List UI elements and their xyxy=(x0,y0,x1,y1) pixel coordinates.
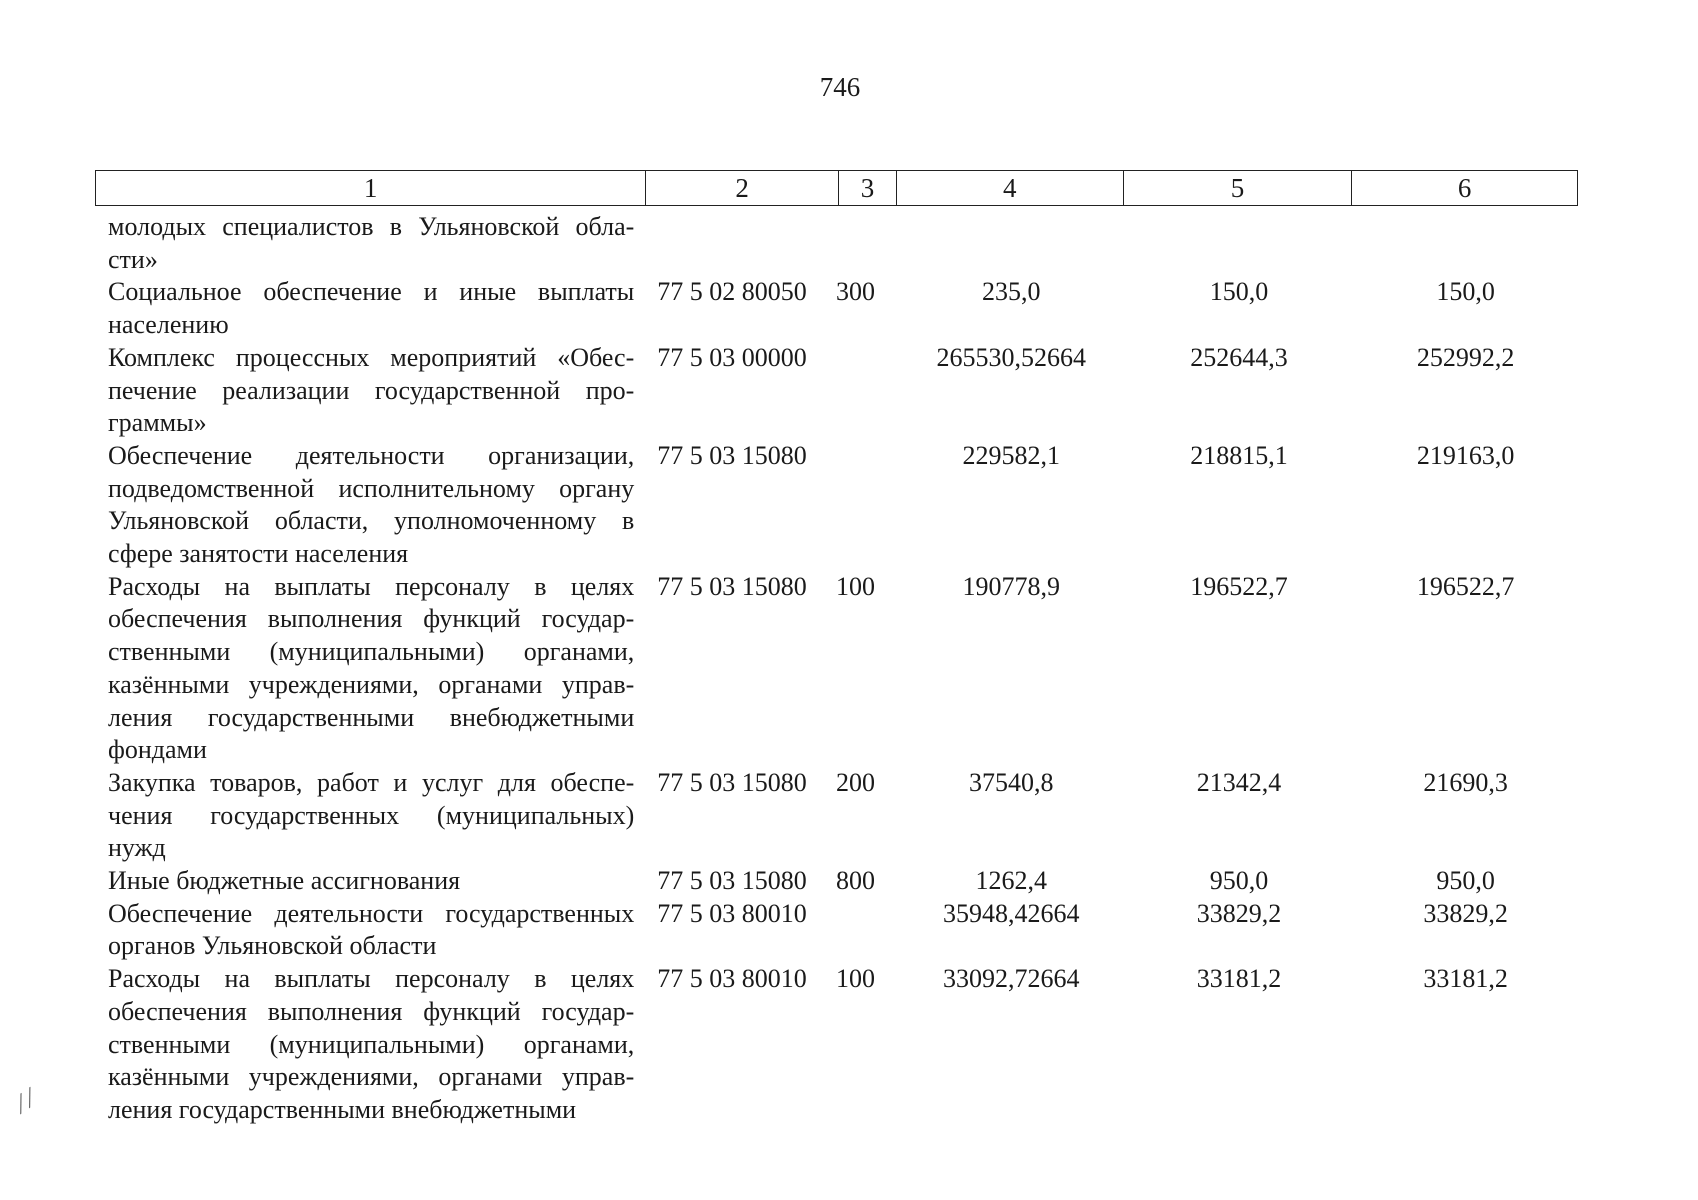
row-value-col5: 196522,7 xyxy=(1190,571,1288,601)
description-line: Иные бюджетные ассигнования xyxy=(108,866,461,896)
row-description xyxy=(95,963,634,1127)
row-expense-type xyxy=(830,898,898,963)
row-description xyxy=(95,211,634,276)
description-line: Расходы на выплаты персоналу в целях xyxy=(108,964,635,994)
table-row xyxy=(95,963,1578,1127)
row-expense-type xyxy=(830,342,898,440)
description-line: казёнными учреждениями, органами управ- xyxy=(108,1062,635,1092)
header-cell-2: 2 xyxy=(646,171,839,205)
description-line: печение реализации государственной про- xyxy=(108,375,635,405)
row-expense-type xyxy=(830,211,898,276)
description-line: сти» xyxy=(108,244,158,274)
description-line: ственными (муниципальными) органами, xyxy=(108,1029,635,1059)
row-description xyxy=(95,571,634,767)
row-value-col4: 229582,1 xyxy=(962,440,1061,470)
table-row xyxy=(95,211,1578,276)
row-value-col4: 190778,9 xyxy=(962,571,1061,601)
description-line: ственными (муниципальными) органами, xyxy=(108,637,635,667)
row-value-col4 xyxy=(898,211,1125,276)
row-expense-type xyxy=(830,440,898,571)
description-line: сфере занятости населения xyxy=(108,539,409,569)
row-code: 77 5 03 15080 xyxy=(657,767,807,797)
description-line: обеспечения выполнения функций государ- xyxy=(108,604,635,634)
table-row xyxy=(95,571,1578,767)
row-value-col6: 252992,2 xyxy=(1416,342,1515,372)
table-header xyxy=(95,170,1578,206)
table-row xyxy=(95,342,1578,440)
table-body xyxy=(95,211,1578,1127)
row-value-col5: 33829,2 xyxy=(1196,898,1282,928)
description-line: Ульяновской области, уполномоченному в xyxy=(108,506,635,536)
description-line: ления государственными внебюджетными xyxy=(108,1094,577,1124)
row-value-col4: 265530,52664 xyxy=(936,342,1087,372)
description-line: Обеспечение деятельности организации, xyxy=(108,440,635,470)
row-value-col6: 219163,0 xyxy=(1416,440,1515,470)
row-code: 77 5 03 80010 xyxy=(657,898,807,928)
description-line: Социальное обеспечение и иные выплаты xyxy=(108,277,635,307)
row-description xyxy=(95,342,634,440)
row-value-col6 xyxy=(1353,211,1578,276)
row-expense-type: 800 xyxy=(836,866,876,896)
row-value-col4: 33092,72664 xyxy=(943,964,1080,994)
row-value-col6: 150,0 xyxy=(1436,277,1495,307)
description-line: молодых специалистов в Ульяновской обла- xyxy=(108,212,635,241)
row-code: 77 5 03 80010 xyxy=(657,964,807,994)
row-value-col6: 33181,2 xyxy=(1423,964,1508,994)
row-code xyxy=(634,211,830,276)
row-expense-type: 300 xyxy=(836,277,876,307)
row-value-col5: 33181,2 xyxy=(1196,964,1282,994)
row-value-col4: 1262,4 xyxy=(975,866,1048,896)
row-value-col5 xyxy=(1125,211,1354,276)
table-row xyxy=(95,865,1578,898)
table-row xyxy=(95,767,1578,865)
row-value-col4: 35948,42664 xyxy=(943,898,1080,928)
description-line: казёнными учреждениями, органами управ- xyxy=(108,669,635,699)
row-expense-type: 100 xyxy=(836,964,876,994)
description-line: Закупка товаров, работ и услуг для обеспе- xyxy=(108,767,635,797)
row-description xyxy=(95,865,634,898)
description-line: Комплекс процессных мероприятий «Обес- xyxy=(108,342,635,372)
description-line: органов Ульяновской области xyxy=(108,931,437,961)
description-line: чения государственных (муниципальных) xyxy=(108,800,635,830)
row-code: 77 5 03 15080 xyxy=(657,866,807,896)
row-expense-type: 100 xyxy=(836,571,876,601)
row-value-col5: 150,0 xyxy=(1209,277,1269,307)
row-value-col5: 21342,4 xyxy=(1196,767,1282,797)
row-value-col6: 21690,3 xyxy=(1423,767,1508,797)
header-cell-4: 4 xyxy=(897,171,1124,205)
description-line: ления государственными внебюджетными xyxy=(108,702,635,732)
description-line: подведомственной исполнительному органу xyxy=(108,473,635,503)
table-row xyxy=(95,898,1578,963)
description-line: населению xyxy=(108,310,229,340)
row-expense-type: 200 xyxy=(836,767,876,797)
description-line: Обеспечение деятельности государственных xyxy=(108,898,635,928)
row-value-col4: 37540,8 xyxy=(969,767,1054,797)
table-row xyxy=(95,440,1578,571)
row-description xyxy=(95,440,634,571)
description-line: нужд xyxy=(108,833,166,863)
margin-marks: ⁄ ⁄ xyxy=(10,1084,40,1117)
page-number: 746 xyxy=(819,72,861,102)
header-cell-5: 5 xyxy=(1124,171,1353,205)
row-description xyxy=(95,767,634,865)
row-value-col5: 218815,1 xyxy=(1190,440,1288,470)
header-cell-1: 1 xyxy=(96,171,646,205)
row-description xyxy=(95,276,634,341)
row-value-col5: 950,0 xyxy=(1209,866,1269,896)
row-code: 77 5 03 15080 xyxy=(657,440,807,470)
row-code: 77 5 02 80050 xyxy=(657,277,807,307)
description-line: обеспечения выполнения функций государ- xyxy=(108,996,635,1026)
row-value-col5: 252644,3 xyxy=(1190,342,1288,372)
row-code: 77 5 03 15080 xyxy=(657,571,807,601)
description-line: граммы» xyxy=(108,408,207,438)
row-value-col6: 33829,2 xyxy=(1423,898,1508,928)
row-value-col6: 196522,7 xyxy=(1416,571,1515,601)
row-value-col6: 950,0 xyxy=(1436,866,1495,896)
row-value-col4: 235,0 xyxy=(982,277,1041,307)
table-row xyxy=(95,276,1578,341)
description-line: фондами xyxy=(108,735,207,765)
description-line: Расходы на выплаты персоналу в целях xyxy=(108,571,635,601)
header-cell-3: 3 xyxy=(839,171,897,205)
row-code: 77 5 03 00000 xyxy=(657,342,807,372)
row-description xyxy=(95,898,634,963)
header-cell-6: 6 xyxy=(1457,172,1472,203)
